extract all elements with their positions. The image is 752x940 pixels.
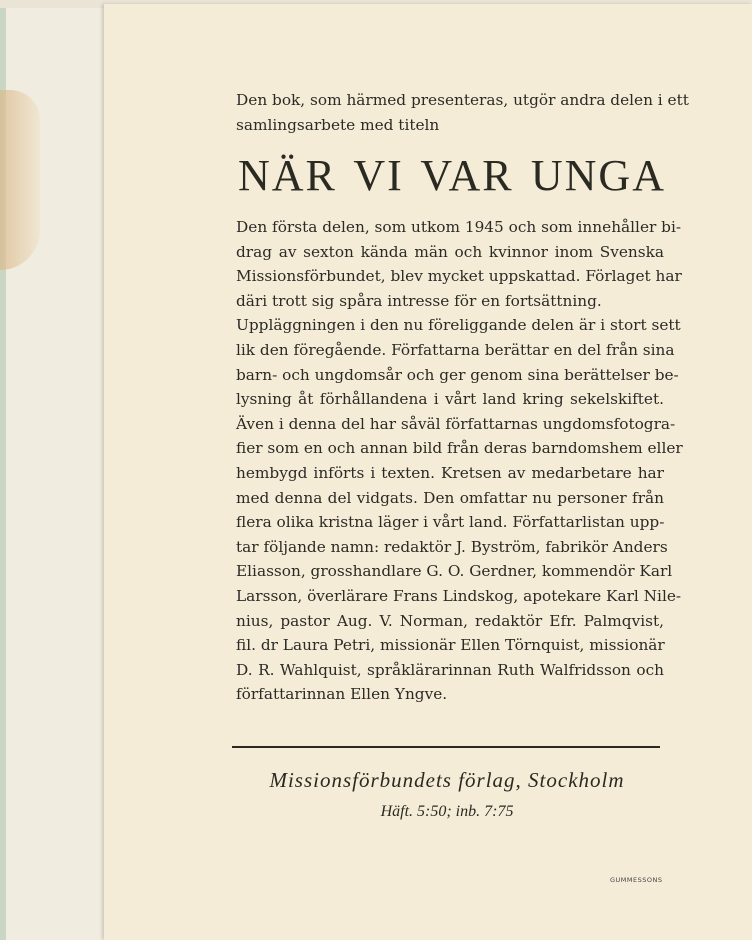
- body-line: fier som en och annan bild från deras barndomshem eller: [236, 439, 683, 458]
- price: Häft. 5:50; inb. 7:75: [380, 803, 514, 820]
- body-line: flera olika kristna läger i vårt land. Författarlistan upp-: [236, 513, 665, 532]
- book-title: NÄR VI VAR UNGA: [238, 151, 666, 200]
- body-line: Även i denna del har såväl författarnas ungdomsfotogra-: [236, 414, 676, 433]
- body-line: lik den föregående. Författarna berättar en del från sina: [236, 341, 675, 359]
- intro-line: Den bok, som härmed presenteras, utgör andra delen i ett: [236, 91, 689, 109]
- body-line: författarinnan Ellen Yngve.: [236, 685, 448, 704]
- body-line: däri trott sig spåra intresse för en fortsättning.: [236, 291, 602, 310]
- publisher: Missionsförbundets förlag, Stockholm: [269, 768, 625, 792]
- body-line: nius, pastor Aug. V. Norman, redaktör Efr. Palmqvist,: [236, 611, 664, 630]
- body-line: Uppläggningen i den nu föreliggande delen är i stort sett: [236, 316, 681, 335]
- body-line: hembygd införts i texten. Kretsen av medarbetare har: [236, 464, 664, 482]
- body-line: med denna del vidgats. Den omfattar nu personer från: [236, 488, 664, 507]
- water-stain: [0, 90, 40, 270]
- body-line: Missionsförbundet, blev mycket uppskattad. Förlaget har: [236, 267, 682, 286]
- printer-mark: GUMMESSONS: [610, 876, 663, 884]
- body-line: Eliasson, grosshandlare G. O. Gerdner, kommendör Karl: [236, 562, 673, 581]
- body-line: Larsson, överlärare Frans Lindskog, apotekare Karl Nile-: [236, 587, 682, 605]
- body-line: barn- och ungdomsår och ger genom sina berättelser be-: [236, 365, 679, 384]
- divider-rule: [232, 746, 660, 748]
- body-line: drag av sexton kända män och kvinnor inom Svenska: [236, 242, 664, 261]
- body-line: fil. dr Laura Petri, missionär Ellen Törnquist, missionär: [236, 636, 665, 655]
- intro-line: samlingsarbete med titeln: [236, 116, 440, 134]
- body-line: D. R. Wahlquist, språklärarinnan Ruth Walfridsson och: [236, 660, 664, 679]
- body-line: lysning åt förhållandena i vårt land kring sekelskiftet.: [236, 390, 664, 409]
- body-line: Den första delen, som utkom 1945 och som innehåller bi-: [236, 218, 682, 236]
- body-line: tar följande namn: redaktör J. Byström, fabrikör Anders: [236, 537, 668, 556]
